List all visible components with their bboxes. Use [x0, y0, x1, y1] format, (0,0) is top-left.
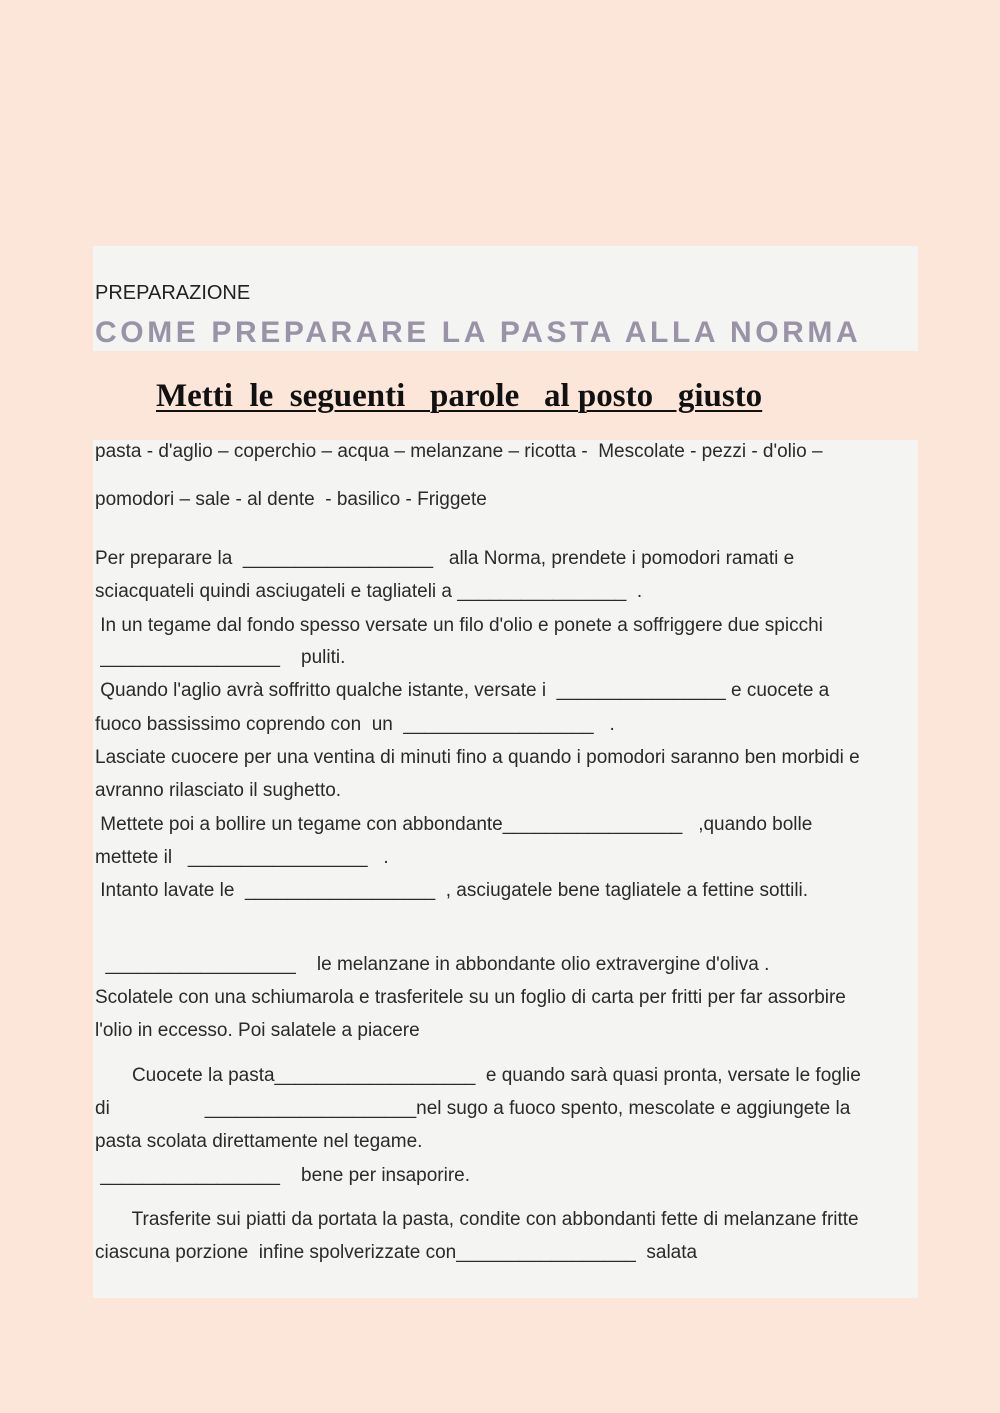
exercise-line: _________________ bene per insaporire. [95, 1165, 471, 1186]
exercise-line: pasta scolata direttamente nel tegame. [95, 1131, 423, 1152]
exercise-line: Scolatele con una schiumarola e trasferitele su un foglio di carta per fritti per far assorbire [95, 987, 846, 1008]
exercise-line: avranno rilasciato il sughetto. [95, 780, 342, 801]
exercise-line: Cuocete la pasta___________________ e quando sarà quasi pronta, versate le foglie [95, 1065, 861, 1086]
section-label: PREPARAZIONE [95, 282, 251, 304]
page-title: COME PREPARARE LA PASTA ALLA NORMA [95, 316, 862, 349]
exercise-line: Quando l'aglio avrà soffritto qualche istante, versate i ________________ e cuocete a [95, 680, 830, 701]
exercise-line: l'olio in eccesso. Poi salatele a piacere [95, 1020, 420, 1041]
exercise-line: _________________ puliti. [95, 647, 346, 668]
exercise-line: Mettete poi a bollire un tegame con abbondante_________________ ,quando bolle [95, 814, 813, 835]
instruction-heading: Metti le seguenti parole al posto giusto [156, 378, 763, 414]
exercise-line: fuoco bassissimo coprendo con un __________________ . [95, 714, 615, 735]
word-bank-line: pasta - d'aglio – coperchio – acqua – melanzane – ricotta - Mescolate - pezzi - d'olio – [95, 441, 823, 462]
exercise-line: In un tegame dal fondo spesso versate un filo d'olio e ponete a soffriggere due spicchi [95, 615, 823, 636]
exercise-line: Per preparare la __________________ alla Norma, prendete i pomodori ramati e [95, 548, 795, 569]
exercise-line: Lasciate cuocere per una ventina di minuti fino a quando i pomodori saranno ben morbidi e [95, 747, 860, 768]
exercise-line: sciacquateli quindi asciugateli e tagliateli a ________________ . [95, 581, 643, 602]
exercise-line: __________________ le melanzane in abbondante olio extravergine d'oliva . [95, 954, 770, 975]
exercise-line: di ____________________nel sugo a fuoco spento, mescolate e aggiungete la [95, 1098, 851, 1119]
exercise-line: Trasferite sui piatti da portata la pasta, condite con abbondanti fette di melanzane fritte [95, 1209, 859, 1230]
exercise-line: mettete il _________________ . [95, 847, 389, 868]
word-bank-line: pomodori – sale - al dente - basilico - Friggete [95, 489, 487, 510]
exercise-line: ciascuna porzione infine spolverizzate con_________________ salata [95, 1242, 698, 1263]
exercise-line: Intanto lavate le __________________ , asciugatele bene tagliatele a fettine sottili. [95, 880, 809, 901]
